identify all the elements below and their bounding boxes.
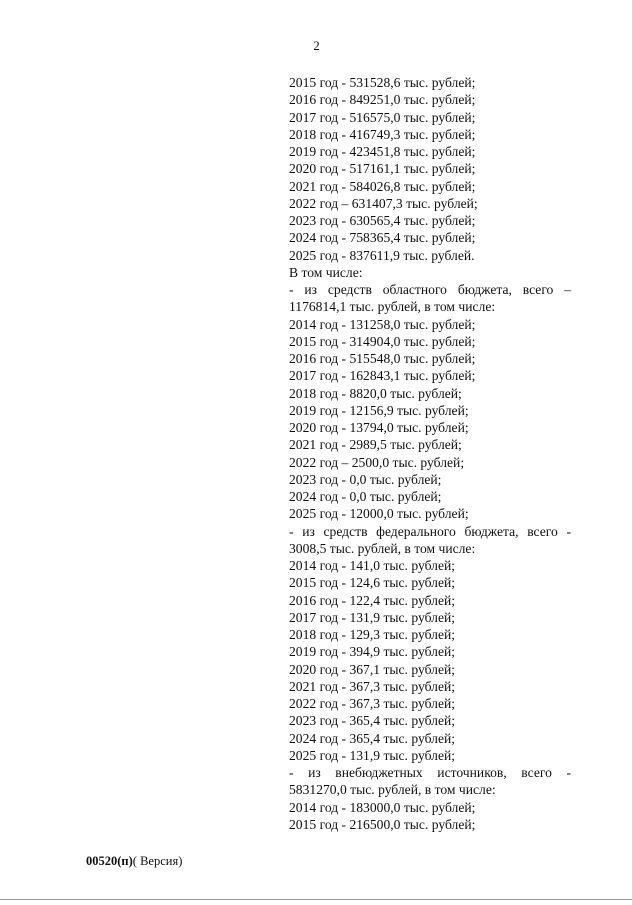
text-line: 2019 год - 423451,8 тыс. рублей;: [289, 144, 476, 159]
text-line: 2020 год - 517161,1 тыс. рублей;: [289, 161, 476, 177]
text-line: 2025 год - 131,9 тыс. рублей;: [289, 747, 456, 763]
text-line: 2024 год - 758365,4 тыс. рублей;: [289, 230, 476, 246]
document-footer: [86, 853, 182, 869]
text-line: 2020 год - 13794,0 тыс. рублей;: [289, 420, 469, 435]
text-line: 2018 год - 416749,3 тыс. рублей;: [289, 126, 476, 142]
text-line: 2015 год - 314904,0 тыс. рублей;: [289, 333, 476, 349]
text-line: 2021 год - 367,3 тыс. рублей;: [289, 678, 456, 694]
text-line: 2022 год – 2500,0 тыс. рублей;: [289, 454, 465, 470]
text-line: 2025 год - 12000,0 тыс. рублей;: [289, 506, 469, 522]
text-line: 2023 год - 365,4 тыс. рублей;: [289, 713, 456, 729]
text-line: 2022 год – 631407,3 тыс. рублей;: [289, 195, 478, 211]
text-line: 2025 год - 837611,9 тыс. рублей.: [289, 247, 475, 263]
text-line: 2015 год - 216500,0 тыс. рублей;: [289, 816, 476, 832]
text-line: 2014 год - 131258,0 тыс. рублей;: [289, 316, 476, 332]
text-line: 1176814,1 тыс. рублей, в том числе:: [289, 299, 496, 315]
page-number: 2: [313, 38, 320, 53]
text-line: 2022 год - 367,3 тыс. рублей;: [289, 696, 456, 711]
text-line: 5831270,0 тыс. рублей, в том числе:: [289, 782, 496, 798]
document-version: ( Версия): [132, 854, 183, 868]
text-line: 2017 год - 162843,1 тыс. рублей;: [289, 368, 476, 384]
text-line: 2014 год - 183000,0 тыс. рублей;: [289, 799, 476, 815]
text-line: 2017 год - 516575,0 тыс. рублей;: [289, 109, 476, 125]
text-line: 2016 год - 515548,0 тыс. рублей;: [289, 351, 476, 366]
text-line: 2016 год - 849251,0 тыс. рублей;: [289, 92, 476, 108]
text-line: 2016 год - 122,4 тыс. рублей;: [289, 592, 456, 608]
text-line: - из средств федерального бюджета, всего -: [289, 523, 571, 539]
page-bottom-edge: [0, 899, 633, 900]
funding-text-block: [289, 74, 571, 833]
text-line: 2014 год - 141,0 тыс. рублей;: [289, 558, 456, 573]
text-line: 2024 год - 365,4 тыс. рублей;: [289, 730, 456, 746]
text-line: 2021 год - 584026,8 тыс. рублей;: [289, 178, 476, 194]
text-line: 2021 год - 2989,5 тыс. рублей;: [289, 437, 462, 453]
text-line: - из средств областного бюджета, всего –: [289, 282, 571, 297]
document-code: 00520(п): [86, 854, 133, 868]
text-line: 2019 год - 12156,9 тыс. рублей;: [289, 402, 469, 418]
text-line: - из внебюджетных источников, всего -: [289, 765, 571, 780]
text-line: 2023 год - 630565,4 тыс. рублей;: [289, 213, 476, 228]
text-line: 2015 год - 124,6 тыс. рублей;: [289, 575, 456, 591]
text-line: 2023 год - 0,0 тыс. рублей;: [289, 471, 442, 487]
text-line: В том числе:: [289, 264, 363, 280]
text-line: 2018 год - 8820,0 тыс. рублей;: [289, 385, 462, 401]
text-line: 2019 год - 394,9 тыс. рублей;: [289, 644, 456, 660]
text-line: 2017 год - 131,9 тыс. рублей;: [289, 609, 456, 625]
text-line: 2015 год - 531528,6 тыс. рублей;: [289, 75, 476, 90]
text-line: 3008,5 тыс. рублей, в том числе:: [289, 540, 476, 556]
text-line: 2020 год - 367,1 тыс. рублей;: [289, 661, 456, 677]
text-line: 2024 год - 0,0 тыс. рублей;: [289, 489, 442, 504]
text-line: 2018 год - 129,3 тыс. рублей;: [289, 627, 456, 642]
